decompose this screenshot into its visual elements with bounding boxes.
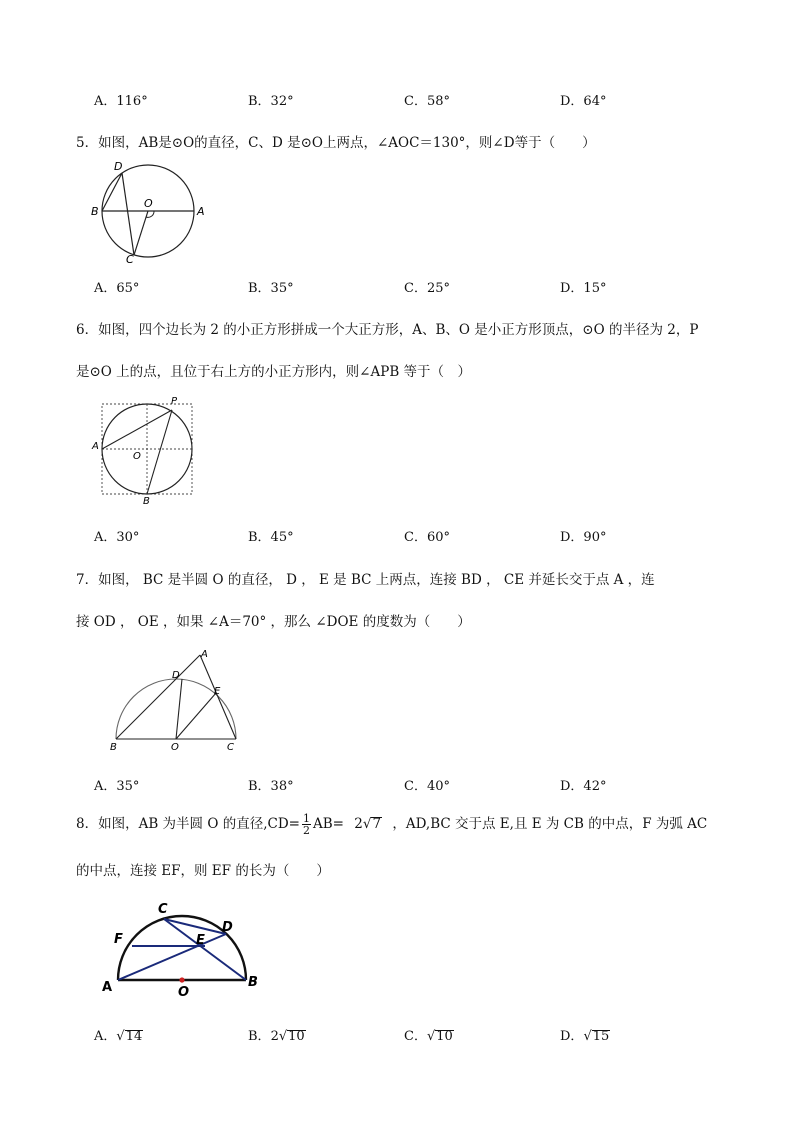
q8-option-b: B．2√10 (248, 1029, 305, 1044)
q5-option-a: A．65° (94, 281, 140, 296)
q8-option-c: C．√10 (404, 1029, 453, 1044)
q5-question-text: 5．如图，AB是⊙O的直径，C、D 是⊙O上两点，∠AOC＝130°，则∠D等于（ ） (76, 135, 596, 151)
q7-label-a: A (201, 649, 208, 660)
q8-radical-coef: 2 (354, 816, 363, 832)
q8-text-part2: AB= (312, 816, 344, 832)
q8-label-f: F (114, 932, 123, 947)
q5-option-d: D．15° (560, 281, 607, 296)
q6-option-b: B．45° (248, 530, 294, 545)
q8-option-d-radicand: 15 (592, 1029, 610, 1044)
q8-radical-value: 2√7 (354, 816, 382, 832)
q6-option-a: A．30° (94, 530, 140, 545)
q8-line-ad (118, 934, 226, 980)
q8-option-a-radicand: 14 (125, 1029, 143, 1044)
q8-label-c: C (158, 902, 168, 917)
q6-option-d: D．90° (560, 530, 607, 545)
q6-label-o: O (133, 451, 141, 462)
q4-option-b: B．32° (248, 94, 294, 109)
q8-option-b-coef: 2 (270, 1029, 279, 1044)
q4-option-d: D．64° (560, 94, 607, 109)
q6-label-b: B (143, 496, 150, 506)
q6-line-ap (102, 410, 172, 449)
q8-question-line2: 的中点，连接 EF，则 EF 的长为（ ） (76, 863, 330, 879)
q6-label-p: P (171, 396, 178, 407)
q8-option-b-radicand: 10 (288, 1029, 305, 1044)
q7-question-line2: 接 OD ， OE ，如果 ∠A＝70° ，那么 ∠DOE 的度数为（ ） (76, 614, 471, 630)
q8-option-c-prefix: C． (404, 1029, 427, 1044)
q6-square-circle-figure (90, 396, 200, 506)
q8-option-b-prefix: B． (248, 1029, 271, 1044)
q7-label-c: C (227, 742, 234, 753)
q4-option-a: A．116° (94, 94, 148, 109)
q8-label-e: E (196, 933, 205, 948)
q6-line-pb (147, 410, 172, 494)
q7-option-d: D．42° (560, 779, 607, 794)
q8-label-a: A (102, 980, 113, 995)
q8-label-b: B (248, 975, 258, 990)
q7-label-o: O (171, 742, 179, 753)
q8-option-a: A．√14 (94, 1029, 143, 1044)
q5-chord-db (102, 173, 122, 211)
q5-chord-dc (122, 173, 134, 255)
q8-text-part3: ，AD,BC 交于点 E,且 E 为 CB 的中点，F 为弧 AC (392, 816, 708, 832)
q8-option-d-prefix: D． (560, 1029, 584, 1044)
q7-radius-od (176, 679, 182, 739)
q5-option-b: B．35° (248, 281, 294, 296)
q7-option-c: C．40° (404, 779, 450, 794)
q6-question-line2: 是⊙O 上的点，且位于右上方的小正方形内，则∠APB 等于（ ） (76, 364, 472, 380)
q7-line-ac (200, 655, 236, 739)
q8-frac-numerator: 1 (302, 812, 310, 825)
q8-text-part1: 8．如图，AB 为半圆 O 的直径,CD= (76, 816, 300, 832)
q8-question-line1 (76, 813, 707, 836)
q4-option-c: C．58° (404, 94, 450, 109)
q7-label-d: D (172, 670, 180, 681)
q8-label-d: D (222, 920, 233, 935)
q7-label-e: E (214, 686, 221, 697)
q8-option-a-prefix: A． (94, 1029, 117, 1044)
q6-option-c: C．60° (404, 530, 450, 545)
q8-frac-denominator: 2 (302, 824, 310, 837)
q7-semicircle-figure (104, 645, 244, 753)
q7-label-b: B (110, 742, 117, 753)
q7-question-line1: 7．如图， BC 是半圆 O 的直径， D ， E 是 BC 上两点，连接 BD ， CE 并延长交于点 A ，连 (76, 572, 655, 588)
q8-label-o: O (178, 985, 190, 1000)
q5-circle-figure (86, 156, 218, 264)
q8-option-d: D．√15 (560, 1029, 610, 1044)
q8-semicircle-figure (98, 898, 270, 1000)
q7-option-b: B．38° (248, 779, 294, 794)
q5-label-b: B (91, 205, 99, 218)
q5-label-o: O (144, 197, 153, 210)
q8-center-point (179, 977, 184, 982)
q7-radius-oe (176, 693, 216, 739)
q6-question-line1: 6．如图，四个边长为 2 的小正方形拼成一个大正方形，A、B、O 是小正方形顶点，⊙O 的半径为 2，P (76, 322, 699, 338)
q5-option-c: C．25° (404, 281, 450, 296)
q5-label-a: A (197, 205, 205, 218)
q7-option-a: A．35° (94, 779, 140, 794)
q8-fraction (302, 813, 311, 836)
q5-radius-oc (134, 211, 148, 255)
q5-label-d: D (114, 160, 123, 173)
q5-label-c: C (126, 253, 134, 264)
q6-label-a: A (92, 441, 99, 452)
q8-option-c-radicand: 10 (436, 1029, 453, 1044)
q8-radicand: 7 (372, 816, 382, 832)
